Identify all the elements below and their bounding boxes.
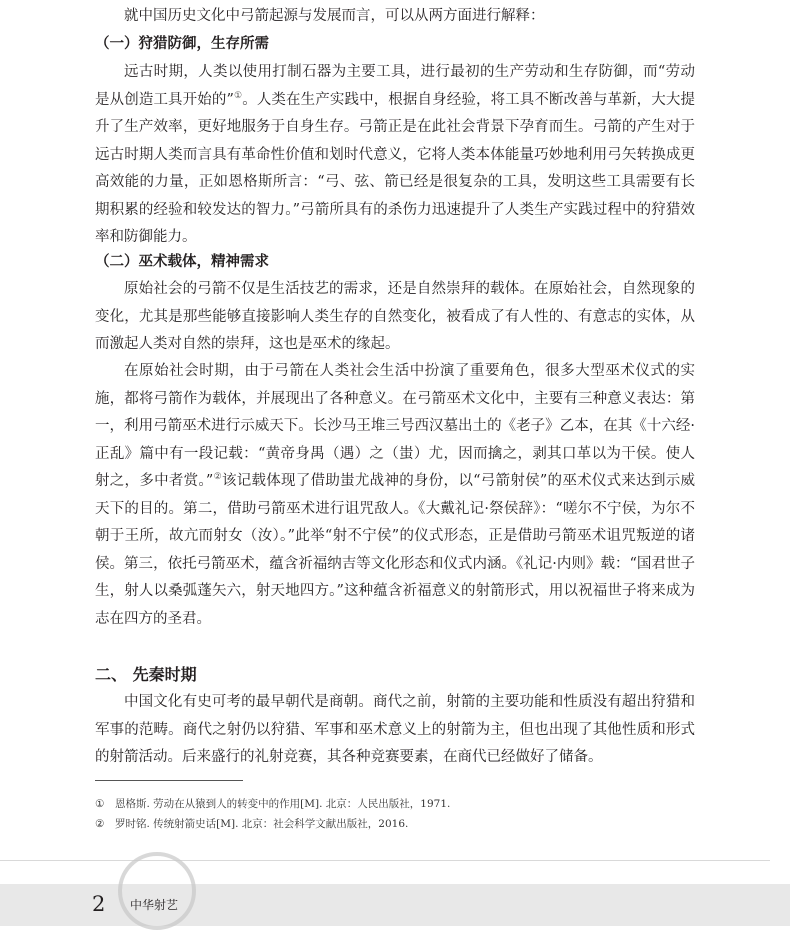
paragraph-text: 在原始社会时期，由于弓箭在人类社会生活中扮演了重要角色，很多大型巫术仪式的实施，都将弓箭作为载体，并展现出了各种意义。在弓箭巫术文化中，主要有三种意义表达：第一，利用弓箭巫术进行示威天下。长沙马王堆三号西汉墓出土的《老子》乙本，在其《十六经·正乱》篇中有一段记载：“黄帝身禺（遇）之（蚩）尤，因而擒之，剥其口革以为干侯。使人射之，多中者赏。” <box>95 363 695 489</box>
running-title: 中华射艺 <box>130 898 179 912</box>
footnotes <box>95 794 695 834</box>
footnote-text: 罗时铭. 传统射箭史话[M]. 北京：社会科学文献出版社，2016. <box>115 818 409 830</box>
intro-paragraph: 就中国历史文化中弓箭起源与发展而言，可以从两方面进行解释： <box>124 8 545 24</box>
footnote-mark: ① <box>95 798 105 810</box>
subsection-heading-witchcraft: （二）巫术载体，精神需求 <box>95 254 269 270</box>
brush-circle-icon <box>118 852 196 930</box>
section-heading-pre-qin: 二、 先秦时期 <box>95 665 197 684</box>
paragraph-text: 该记载体现了借助蚩尤战神的身份，以“弓箭射侯”的巫术仪式来达到示威天下的目的。第二，借助弓箭巫术进行诅咒敌人。《大戴礼记·祭侯辞》：“嗟尔不宁侯，为尔不朝于王所，故亢而射女（汝）。”此举“射不宁侯”的仪式形态，正是借助弓箭巫术诅咒叛逆的诸侯。第三，依托弓箭巫术，蕴含祈福纳吉等文化形态和仪式内涵。《礼记·内则》载：“国君世子生，射人以桑弧蓬矢六，射天地四方。”这种蕴含祈福意义的射箭形式，用以祝福世子将来成为志在四方的圣君。 <box>95 473 695 627</box>
footnote-ref-2[interactable]: ② <box>213 472 222 483</box>
paragraph-nature-worship: 原始社会的弓箭不仅是生活技艺的需求，还是自然崇拜的载体。在原始社会，自然现象的变化，尤其是那些能够直接影响人类生存的自然变化，被看成了有人性的、有意志的实体，从而激起人类对自然的崇拜，这也是巫术的缘起。 <box>95 281 695 352</box>
footnote-ref-1[interactable]: ① <box>233 90 243 101</box>
subsection-heading-hunting: （一）狩猎防御，生存所需 <box>95 36 269 52</box>
footnote-text: 恩格斯. 劳动在从猿到人的转变中的作用[M]. 北京：人民出版社，1971. <box>115 798 451 810</box>
paragraph-witchcraft-rituals <box>95 358 695 633</box>
paragraph-shang-dynasty: 中国文化有史可考的最早朝代是商朝。商代之前，射箭的主要功能和性质没有超出狩猎和军事的范畴。商代之射仍以狩猎、军事和巫术意义上的射箭为主，但也出现了其他性质和形式的射箭活动。后来盛行的礼射竞赛，其各种竞赛要素，在商代已经做好了储备。 <box>95 694 695 765</box>
footnote-item <box>95 814 695 834</box>
footnote-mark: ② <box>95 818 105 830</box>
page-number: 2 <box>92 892 106 916</box>
paragraph-text: 。人类在生产实践中，根据自身经验，将工具不断改善与革新，大大提升了生产效率，更好地服务于自身生存。弓箭正是在此社会背景下孕育而生。弓箭的产生对于远古时期人类而言具有革命性价值和划时代意义，它将人类本体能量巧妙地利用弓矢转换成更高效能的力量，正如恩格斯所言：“弓、弦、箭已经是很复杂的工具，发明这些工具需要有长期积累的经验和较发达的智力。”弓箭所具有的杀伤力迅速提升了人类生产实践过程中的狩猎效率和防御能力。 <box>95 91 695 245</box>
page-divider <box>0 860 770 861</box>
paragraph-text: 远古时期，人类以使用打制石器为主要工具，进行最初的生产劳动和生存防御，而“劳动是从创造工具开始的” <box>95 64 695 108</box>
paragraph-hunting-defense <box>95 59 695 252</box>
footnote-divider <box>95 780 243 781</box>
footnote-item <box>95 794 695 814</box>
